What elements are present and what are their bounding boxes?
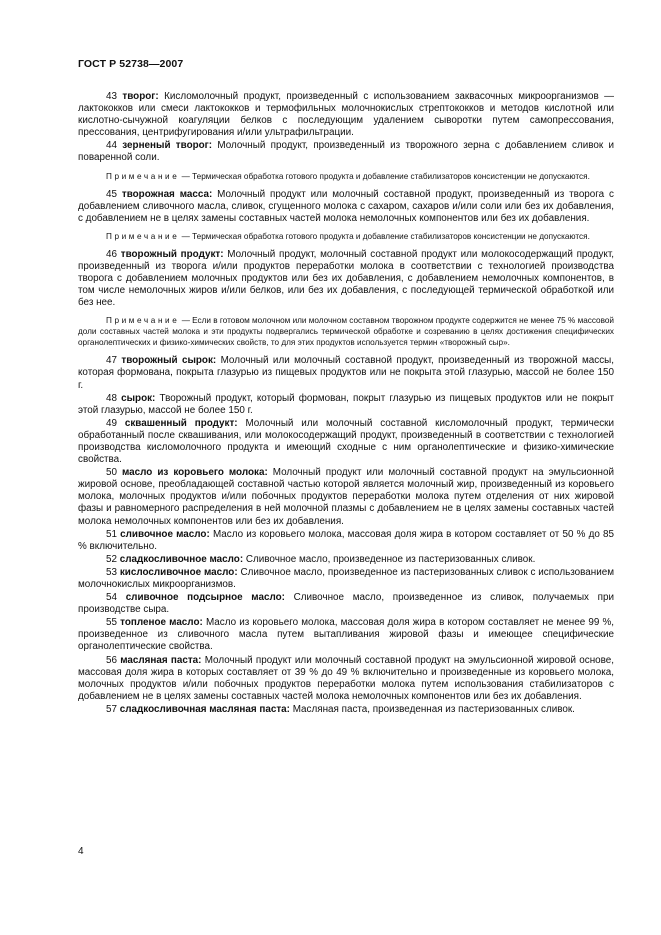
page-number: 4 <box>78 846 84 857</box>
entry-term: сквашенный продукт: <box>124 417 238 429</box>
entry-term: зерненый творог: <box>122 140 213 152</box>
note-3 <box>78 315 614 348</box>
entry-number: 55 <box>106 617 117 629</box>
note-text: — Если в готовом молочном или молочном составном творожном продукте содержится не менее 75 % массовой доли составных частей молока и эти продукты подвергались термической обработке и созреванию в целях достижения специфических органолептических и физико-химических свойств, то для этих продуктов используется термин «творожный сыр». <box>78 316 614 348</box>
entry-definition: Молочный или молочный составной продукт, произведенный из творожной массы, которая формована, покрыта глазурью из пищевых продуктов или не покрыта этой глазурью, массой не более 150 г. <box>78 355 614 391</box>
entry-number: 53 <box>106 566 117 578</box>
entry-definition: Молочный продукт или молочный составной продукт на эмульсионной жировой основе, преобладающей составной частью которой является молочный жир, произведенный из коровьего молока, молочных продуктов и/или побочных продуктов переработки молока путем отделения от них жировой фазы и равномерного распределения в ней молочной плазмы с добавлением не в целях замены составных частей молока немолочных компонентов или без их добавления. <box>78 467 614 527</box>
entry-definition: Молочный продукт, произведенный из творожного зерна с добавлением сливок и поваренной соли. <box>78 140 615 164</box>
entry-45 <box>78 189 614 225</box>
entry-term: творожный сырок: <box>121 355 217 367</box>
entry-number: 48 <box>106 392 117 404</box>
entry-number: 57 <box>106 703 117 715</box>
entry-53 <box>78 567 614 591</box>
entry-definition: Сливочное масло, произведенное из пастеризованных сливок с использованием молочнокислых микроорганизмов. <box>78 566 615 590</box>
entry-number: 45 <box>106 188 117 200</box>
entry-50 <box>78 467 614 527</box>
entry-definition: Кисломолочный продукт, произведенный с использованием заквасочных микроорганизмов — лактококков или смеси лактококков и термофильных молочнокислых стрептококков и методов кислотной или кислотно-сычужной коагуляции белков с последующим удалением сыворотки путем самопрессования, прессования, центрифугирования и/или ультрафильтрации. <box>78 91 614 139</box>
note-2 <box>78 231 614 242</box>
note-1 <box>78 171 614 182</box>
entry-46 <box>78 249 614 309</box>
note-label: Примечание <box>106 231 180 241</box>
entry-definition: Масло из коровьего молока, массовая доля жира в котором составляет от 50 % до 85 % включительно. <box>78 528 614 552</box>
entry-number: 47 <box>106 355 117 367</box>
page-header: ГОСТ Р 52738—2007 <box>78 58 184 70</box>
entry-49 <box>78 418 614 466</box>
entry-term: масло из коровьего молока: <box>122 467 268 479</box>
entry-number: 46 <box>106 248 117 260</box>
entry-definition: Молочный продукт или молочный составной продукт, произведенный из творога с добавлением сливочного масла, сливок, сгущенного молока с сахаром, сахаров и/или соли или без их добавления, с добавлением не в целях замены составных частей молока немолочных компонентов или без их добавления. <box>78 188 614 224</box>
entry-number: 49 <box>106 417 117 429</box>
entry-48 <box>78 393 614 417</box>
entry-term: творожный продукт: <box>120 248 224 260</box>
entry-number: 43 <box>106 91 117 102</box>
entry-term: творожная масса: <box>121 188 213 200</box>
note-label: Примечание <box>106 316 180 326</box>
entry-44 <box>78 140 614 164</box>
entry-definition: Масляная паста, произведенная из пастеризованных сливок. <box>292 703 575 715</box>
document-body <box>78 91 614 716</box>
entry-term: кислосливочное масло: <box>119 566 238 578</box>
entry-definition: Молочный или молочный составной кисломолочный продукт, термически обработанный после сквашивания, или молокосодержащий продукт, произведенный в соответствии с технологией производства кисломолочного продукта и имеющий сходные с ним органолептические и физико-химические свойства. <box>78 417 614 466</box>
entry-definition: Молочный продукт, молочный составной продукт или молокосодержащий продукт, произведенный из творога и/или продуктов переработки молока в соответствии с технологией производства творога с добавлением молочных продуктов или без их добавления, с добавлением немолочных компонентов, в том числе немолочных жиров и/или белков, или без их добавления, с последующей термической обработкой или без нее. <box>78 248 614 309</box>
entry-term: сладкосливочная масляная паста: <box>119 703 290 715</box>
entry-number: 56 <box>106 654 117 666</box>
entry-57 <box>78 704 614 716</box>
entry-definition: Молочный продукт или молочный составной продукт на эмульсионной жировой основе, массовая доля жира в которых составляет от 39 % до 49 % включительно и произведенные из коровьего молока, молочных продуктов и/или побочных продуктов переработки молока путем использования стабилизаторов с добавлением не в целях замены составных частей молока немолочных компонентов или без их добавления. <box>78 654 615 702</box>
entry-definition: Сливочное масло, произведенное из сливок, получаемых при производстве сыра. <box>78 592 615 616</box>
entry-number: 51 <box>106 528 117 540</box>
entry-number: 50 <box>106 467 117 479</box>
note-text: — Термическая обработка готового продукта и добавление стабилизаторов консистенции не допускаются. <box>181 231 590 241</box>
entry-54 <box>78 592 614 616</box>
entry-52 <box>78 554 614 566</box>
entry-47 <box>78 355 614 391</box>
entry-term: сладкосливочное масло: <box>119 553 244 565</box>
entry-term: топленое масло: <box>120 617 203 629</box>
entry-number: 52 <box>106 553 117 565</box>
entry-43 <box>78 91 614 139</box>
entry-term: сливочное подсырное масло: <box>125 592 285 604</box>
note-label: Примечание <box>106 171 180 181</box>
entry-55 <box>78 617 614 653</box>
entry-definition: Творожный продукт, который формован, покрыт глазурью из пищевых продуктов или не покрыт этой глазурью, массой не более 150 г. <box>78 392 615 416</box>
entry-definition: Сливочное масло, произведенное из пастеризованных сливок. <box>245 553 536 565</box>
note-text: — Термическая обработка готового продукта и добавление стабилизаторов консистенции не допускаются. <box>181 171 590 181</box>
entry-term: творог: <box>122 91 159 102</box>
entry-number: 44 <box>106 140 117 152</box>
entry-term: сырок: <box>121 392 156 404</box>
entry-56 <box>78 655 614 703</box>
entry-number: 54 <box>106 592 117 604</box>
entry-definition: Масло из коровьего молока, массовая доля жира в котором составляет не менее 99 %, произведенное из сливочного масла путем вытапливания жировой фазы и имеющее специфические органолептические свойства. <box>78 617 615 653</box>
entry-51 <box>78 529 614 553</box>
entry-term: масляная паста: <box>120 654 202 666</box>
entry-term: сливочное масло: <box>120 528 210 540</box>
